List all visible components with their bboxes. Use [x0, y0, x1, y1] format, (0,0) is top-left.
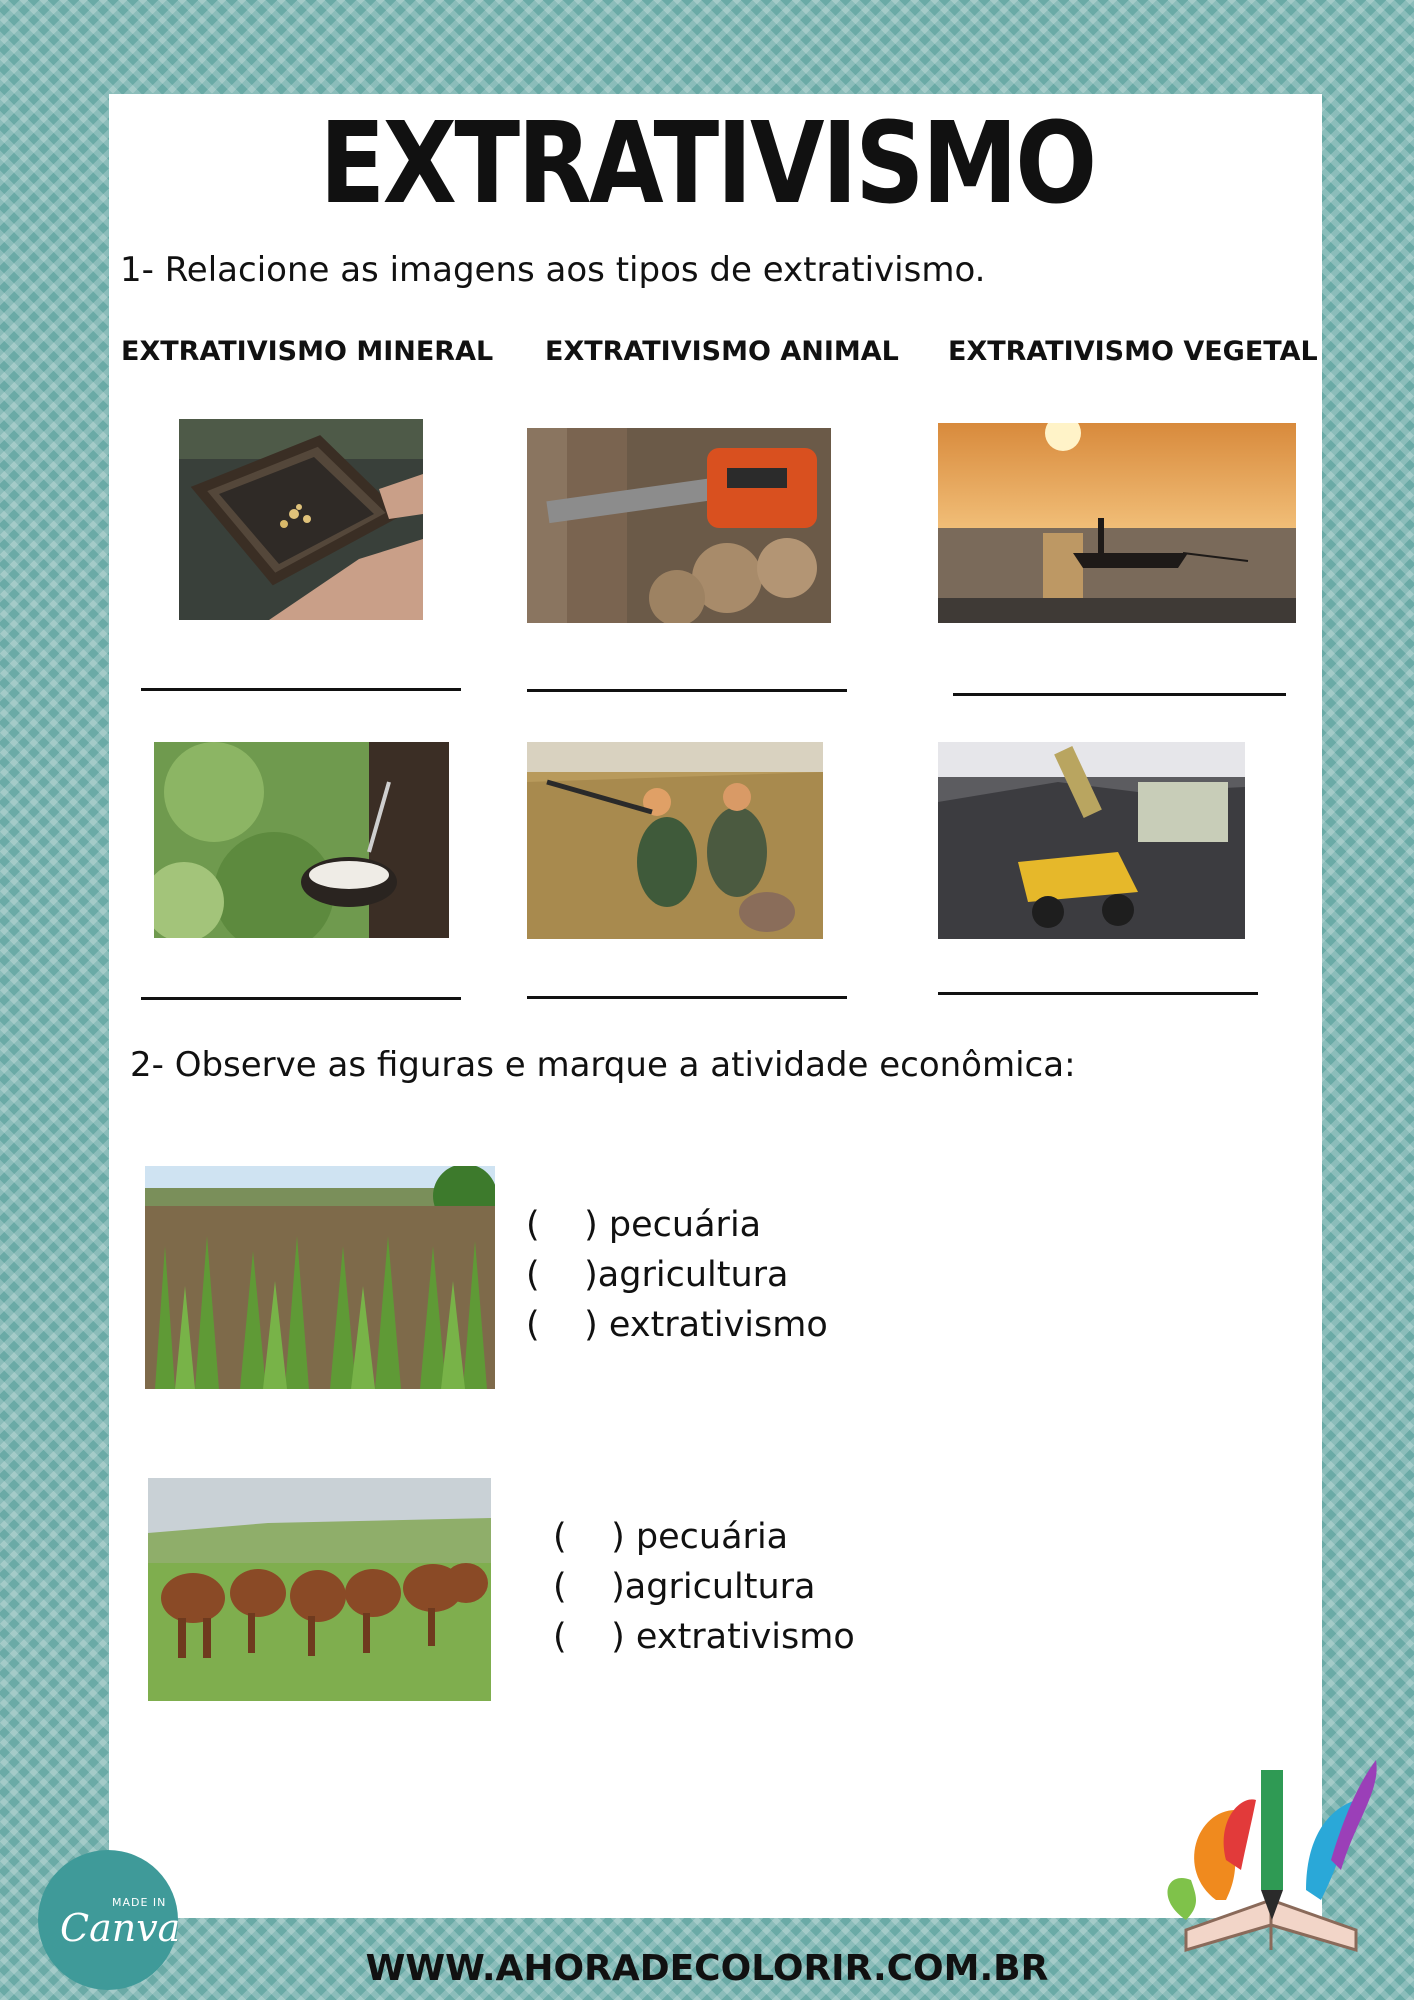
option-extrativismo[interactable]: ( ) extrativismo — [553, 1617, 855, 1657]
header-animal: EXTRATIVISMO ANIMAL — [545, 336, 899, 367]
option-pecuaria[interactable]: ( ) pecuária — [553, 1517, 789, 1557]
page-title: EXTRATIVISMO — [319, 99, 1095, 229]
book-pencil-logo-icon — [1156, 1750, 1386, 1970]
answer-line — [953, 693, 1286, 696]
footer-website[interactable]: WWW.AHORADECOLORIR.COM.BR — [365, 1948, 1049, 1989]
rubber-latex-tree-photo — [154, 742, 449, 938]
activity-options-2 — [553, 1512, 855, 1662]
mining-truck-photo — [938, 742, 1245, 939]
option-agricultura[interactable]: ( )agricultura — [553, 1567, 816, 1607]
question-2: 2- Observe as figuras e marque a atividade econômica: — [130, 1045, 1076, 1085]
option-pecuaria[interactable]: ( ) pecuária — [526, 1205, 762, 1245]
cornfield-photo — [145, 1166, 495, 1389]
activity-options-1 — [526, 1200, 828, 1350]
question-1: 1- Relacione as imagens aos tipos de extrativismo. — [120, 250, 986, 290]
answer-line — [141, 688, 461, 691]
answer-line — [141, 997, 461, 1000]
chainsaw-logs-photo — [527, 428, 831, 623]
answer-line — [527, 996, 847, 999]
hunters-dog-photo — [527, 742, 823, 939]
option-extrativismo[interactable]: ( ) extrativismo — [526, 1305, 828, 1345]
option-agricultura[interactable]: ( )agricultura — [526, 1255, 789, 1295]
fishing-boat-sunset-photo — [938, 423, 1296, 623]
header-vegetal: EXTRATIVISMO VEGETAL — [948, 336, 1318, 367]
answer-line — [938, 992, 1258, 995]
cattle-pasture-photo — [148, 1478, 491, 1701]
badge-made-in-text: MADE IN — [112, 1896, 167, 1909]
answer-line — [527, 689, 847, 692]
badge-brand-text: Canva — [60, 1906, 181, 1950]
header-mineral: EXTRATIVISMO MINERAL — [121, 336, 494, 367]
gold-sieve-photo — [179, 419, 423, 620]
